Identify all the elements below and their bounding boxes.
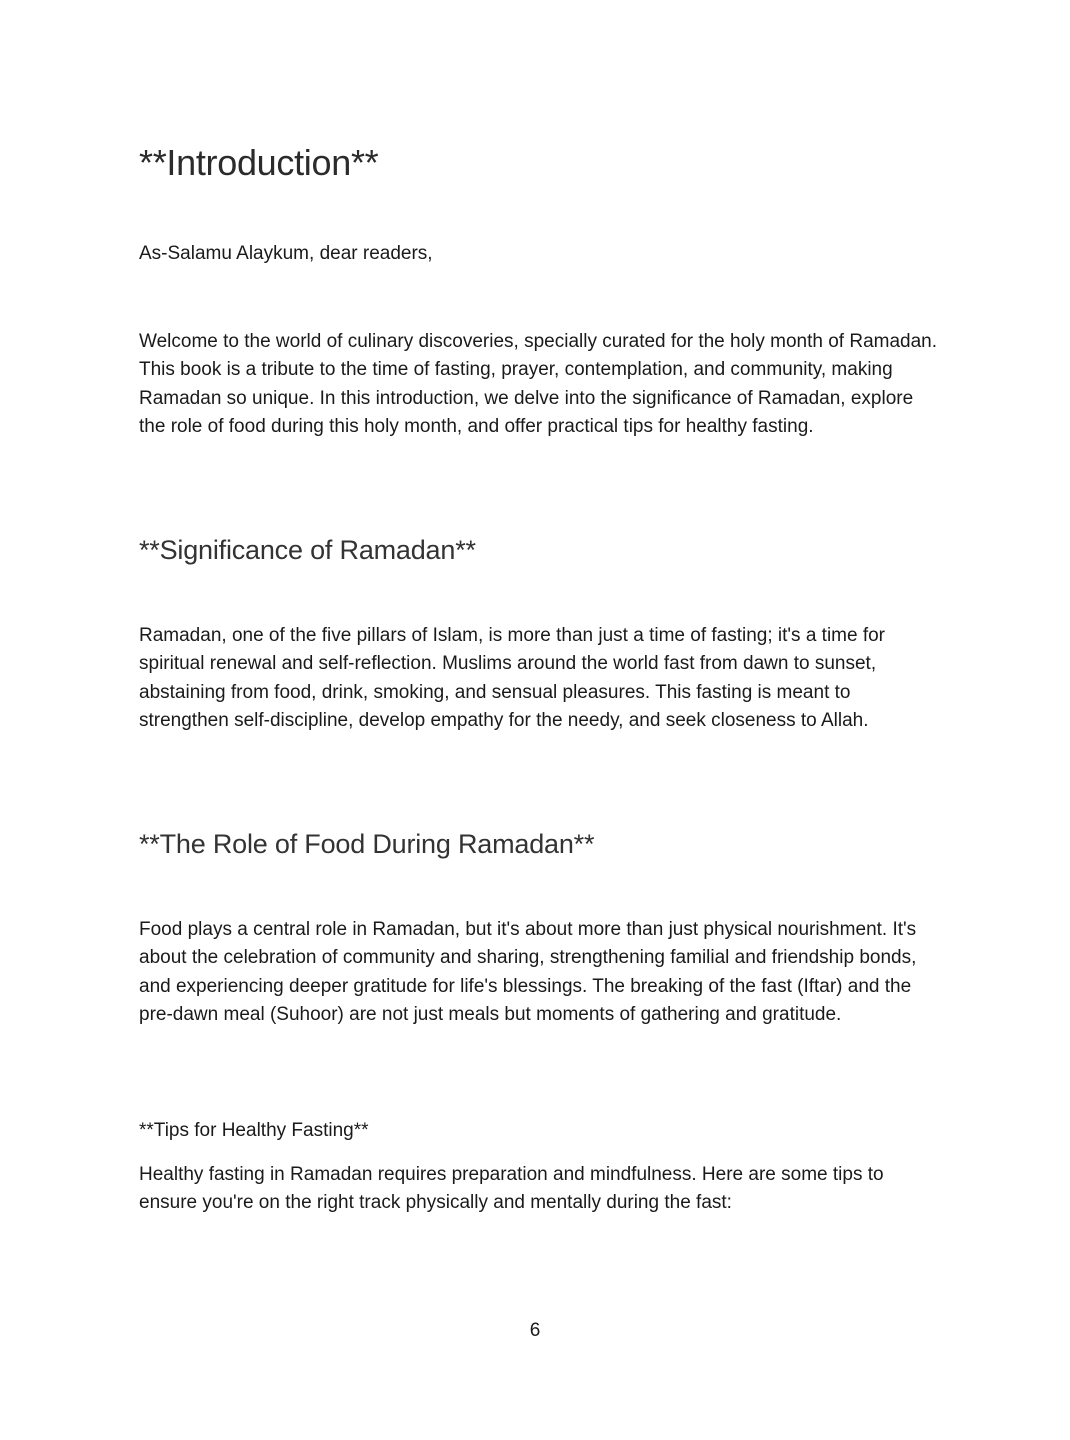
section-body-food-role: Food plays a central role in Ramadan, but it's about more than just physical nourishment. It's about the celebration of community and sharing, strengthening familial and friendship bonds, and experiencing deeper gratitude for life's blessings. The breaking of the fast (Iftar) and the pre-dawn meal (Suhoor) are not just meals but moments of gathering and gratitude. (139, 919, 917, 1025)
section-heading-healthy-fasting: **Tips for Healthy Fasting** (139, 1120, 369, 1141)
section-body-healthy-fasting: Healthy fasting in Ramadan requires preparation and mindfulness. Here are some tips to ensure you're on the right track physically and mentally during the fast: (139, 1164, 884, 1214)
section-heading-significance: **Significance of Ramadan** (139, 535, 476, 565)
page-number: 6 (529, 1320, 541, 1341)
section-heading-food-role: **The Role of Food During Ramadan** (139, 829, 595, 859)
section-body-significance: Ramadan, one of the five pillars of Islam, is more than just a time of fasting; it's a time for spiritual renewal and self-reflection. Muslims around the world fast from dawn to sunset, abstaining from food, drink, smoking, and sensual pleasures. This fasting is meant to strengthen self-discipline, develop empathy for the needy, and seek closeness to Allah. (139, 625, 886, 731)
intro-paragraph: Welcome to the world of culinary discoveries, specially curated for the holy month of Ramadan. This book is a tribute to the time of fasting, prayer, contemplation, and community, making Ramadan so unique. In this introduction, we delve into the significance of Ramadan, explore the role of food during this holy month, and offer practical tips for healthy fasting. (139, 331, 938, 437)
greeting-text: As-Salamu Alaykum, dear readers, (139, 243, 433, 264)
page-title: **Introduction** (139, 142, 379, 183)
